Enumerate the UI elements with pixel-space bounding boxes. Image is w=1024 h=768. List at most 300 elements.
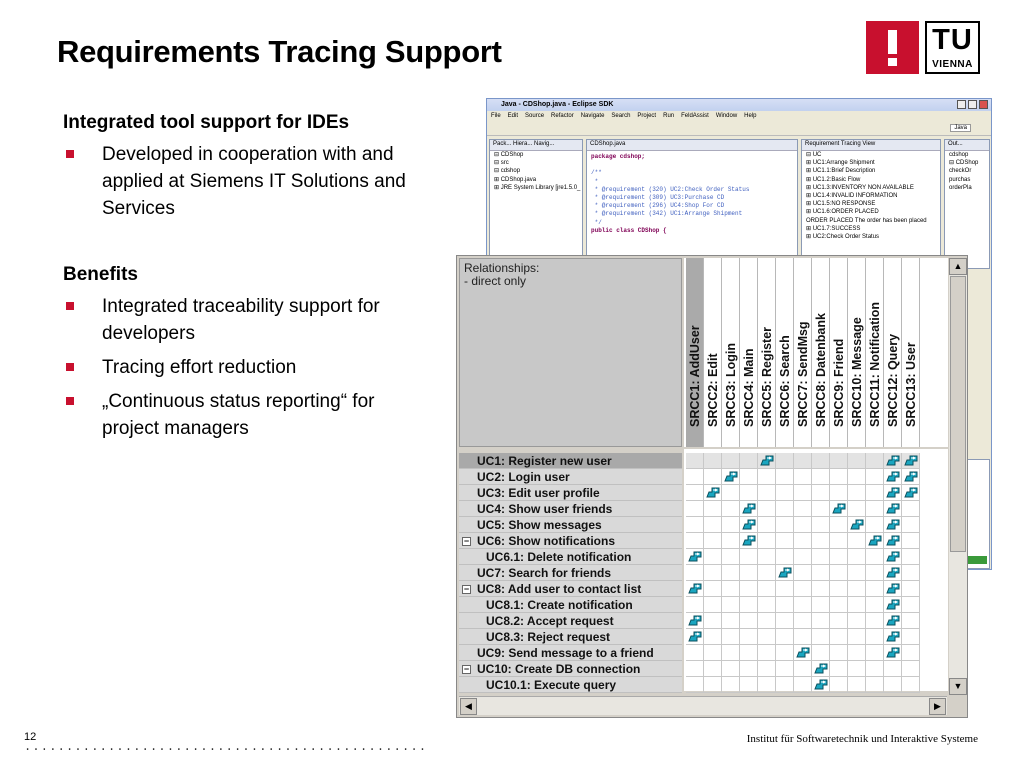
matrix-cell[interactable] [722, 533, 740, 549]
matrix-cell[interactable] [830, 597, 848, 613]
matrix-cell[interactable] [740, 597, 758, 613]
matrix-cell[interactable] [866, 485, 884, 501]
matrix-cell[interactable] [686, 613, 704, 629]
matrix-cell[interactable] [794, 517, 812, 533]
matrix-cell[interactable] [758, 629, 776, 645]
matrix-cell[interactable] [722, 613, 740, 629]
matrix-cell[interactable] [812, 645, 830, 661]
matrix-cell[interactable] [884, 533, 902, 549]
matrix-cell[interactable] [902, 661, 920, 677]
matrix-cell[interactable] [740, 613, 758, 629]
matrix-cell[interactable] [776, 533, 794, 549]
matrix-cell[interactable] [866, 613, 884, 629]
matrix-cell[interactable] [776, 597, 794, 613]
matrix-cell[interactable] [758, 613, 776, 629]
outline-tree-node[interactable]: orderPla [949, 184, 972, 191]
trace-link-icon[interactable] [850, 518, 864, 531]
matrix-cell[interactable] [758, 645, 776, 661]
trace-link-icon[interactable] [886, 582, 900, 595]
matrix-column-header[interactable] [758, 258, 776, 447]
matrix-cell[interactable] [812, 581, 830, 597]
matrix-cell[interactable] [704, 613, 722, 629]
matrix-row-header[interactable] [459, 661, 682, 677]
matrix-cell[interactable] [776, 581, 794, 597]
matrix-cell[interactable] [830, 517, 848, 533]
matrix-cell[interactable] [812, 613, 830, 629]
matrix-row-header[interactable] [459, 629, 682, 645]
matrix-cell[interactable] [830, 661, 848, 677]
matrix-cell[interactable] [848, 517, 866, 533]
matrix-cell[interactable] [794, 677, 812, 693]
matrix-cell[interactable] [740, 677, 758, 693]
matrix-cell[interactable] [866, 469, 884, 485]
matrix-cell[interactable] [830, 613, 848, 629]
matrix-column-header[interactable] [794, 258, 812, 447]
trace-link-icon[interactable] [904, 486, 918, 499]
code-line[interactable]: * @requirement (342) UC1:Arrange Shipment [591, 210, 743, 218]
matrix-cell[interactable] [686, 517, 704, 533]
matrix-cell[interactable] [776, 485, 794, 501]
close-window-button[interactable] [979, 100, 988, 109]
minimize-button[interactable] [957, 100, 966, 109]
matrix-cell[interactable] [848, 469, 866, 485]
matrix-cell[interactable] [686, 597, 704, 613]
matrix-cell[interactable] [848, 661, 866, 677]
matrix-cell[interactable] [848, 597, 866, 613]
trace-link-icon[interactable] [886, 646, 900, 659]
matrix-cell[interactable] [866, 677, 884, 693]
matrix-cell[interactable] [794, 469, 812, 485]
matrix-row-header[interactable] [459, 613, 682, 629]
trace-tree-node[interactable]: ⊟ UC [806, 152, 822, 158]
scroll-left-button[interactable]: ◀ [460, 698, 477, 715]
matrix-column-header[interactable] [902, 258, 920, 447]
matrix-cell[interactable] [884, 581, 902, 597]
outline-tree-node[interactable]: purchas [949, 176, 971, 183]
matrix-cell[interactable] [812, 517, 830, 533]
package-tree-node[interactable]: ⊞ CDShop.java [494, 176, 537, 183]
matrix-cell[interactable] [812, 501, 830, 517]
matrix-cell[interactable] [758, 581, 776, 597]
matrix-cell[interactable] [686, 677, 704, 693]
matrix-cell[interactable] [758, 501, 776, 517]
horizontal-scrollbar[interactable] [459, 696, 947, 715]
matrix-cell[interactable] [812, 453, 830, 469]
matrix-cell[interactable] [740, 501, 758, 517]
matrix-cell[interactable] [812, 565, 830, 581]
trace-link-icon[interactable] [688, 582, 702, 595]
matrix-cell[interactable] [704, 645, 722, 661]
matrix-row-header[interactable] [459, 453, 682, 469]
matrix-cell[interactable] [794, 629, 812, 645]
matrix-cell[interactable] [704, 565, 722, 581]
vertical-scroll-thumb[interactable] [950, 276, 966, 552]
matrix-cell[interactable] [866, 501, 884, 517]
code-line[interactable]: * @requirement (309) UC3:Purchase CD [591, 194, 725, 201]
matrix-cell[interactable] [794, 565, 812, 581]
menu-item-search[interactable]: Search [611, 113, 631, 119]
matrix-cell[interactable] [758, 453, 776, 469]
trace-tree-node[interactable]: ⊞ UC1.6:ORDER PLACED [806, 209, 879, 216]
matrix-cell[interactable] [686, 501, 704, 517]
matrix-cell[interactable] [686, 565, 704, 581]
trace-link-icon[interactable] [886, 566, 900, 579]
matrix-row-header[interactable] [459, 517, 682, 533]
matrix-cell[interactable] [704, 517, 722, 533]
matrix-cell[interactable] [866, 597, 884, 613]
collapse-toggle[interactable]: − [463, 584, 470, 594]
matrix-cell[interactable] [704, 501, 722, 517]
matrix-cell[interactable] [794, 549, 812, 565]
outline-tab[interactable]: Out... [945, 140, 989, 151]
matrix-cell[interactable] [722, 549, 740, 565]
trace-tree-node[interactable]: ⊞ UC1.1:Brief Description [806, 168, 876, 175]
matrix-cell[interactable] [866, 453, 884, 469]
matrix-cell[interactable] [794, 453, 812, 469]
matrix-cell[interactable] [740, 645, 758, 661]
matrix-cell[interactable] [722, 581, 740, 597]
matrix-cell[interactable] [758, 677, 776, 693]
scroll-down-button[interactable]: ▼ [949, 678, 967, 695]
code-line[interactable]: package cdshop; [591, 153, 646, 160]
matrix-cell[interactable] [848, 485, 866, 501]
matrix-cell[interactable] [704, 597, 722, 613]
trace-tree-node[interactable]: ORDER PLACED The order has been placed [806, 217, 927, 224]
menu-item-edit[interactable]: Edit [507, 113, 519, 119]
code-line[interactable]: * [591, 177, 599, 185]
matrix-column-header[interactable] [884, 258, 902, 447]
matrix-cell[interactable] [848, 565, 866, 581]
matrix-cell[interactable] [884, 469, 902, 485]
matrix-cell[interactable] [812, 677, 830, 693]
matrix-cell[interactable] [686, 581, 704, 597]
matrix-cell[interactable] [848, 533, 866, 549]
matrix-cell[interactable] [902, 549, 920, 565]
trace-link-icon[interactable] [904, 470, 918, 483]
vertical-scrollbar[interactable] [949, 258, 967, 694]
matrix-cell[interactable] [722, 565, 740, 581]
package-tree-node[interactable]: ⊟ CDShop [494, 152, 524, 158]
trace-link-icon[interactable] [886, 614, 900, 627]
trace-link-icon[interactable] [742, 502, 756, 515]
matrix-cell[interactable] [794, 533, 812, 549]
matrix-cell[interactable] [794, 661, 812, 677]
matrix-column-header[interactable] [740, 258, 758, 447]
trace-link-icon[interactable] [742, 534, 756, 547]
matrix-cell[interactable] [902, 629, 920, 645]
matrix-cell[interactable] [866, 549, 884, 565]
trace-link-icon[interactable] [796, 646, 810, 659]
matrix-cell[interactable] [704, 549, 722, 565]
matrix-cell[interactable] [884, 613, 902, 629]
matrix-cell[interactable] [776, 517, 794, 533]
matrix-cell[interactable] [902, 485, 920, 501]
matrix-cell[interactable] [830, 549, 848, 565]
outline-tree-node[interactable]: checkOr [949, 168, 972, 175]
matrix-row-header[interactable] [459, 501, 682, 517]
editor-tab[interactable]: CDShop.java [587, 140, 797, 151]
code-line[interactable]: /** [591, 169, 602, 177]
trace-link-icon[interactable] [688, 614, 702, 627]
matrix-cell[interactable] [812, 549, 830, 565]
trace-link-icon[interactable] [886, 502, 900, 515]
matrix-cell[interactable] [884, 677, 902, 693]
trace-tree-node[interactable]: ⊞ UC2:Check Order Status [806, 234, 880, 241]
matrix-cell[interactable] [902, 597, 920, 613]
matrix-cell[interactable] [722, 469, 740, 485]
matrix-cell[interactable] [848, 613, 866, 629]
matrix-cell[interactable] [866, 581, 884, 597]
matrix-cell[interactable] [866, 661, 884, 677]
trace-link-icon[interactable] [904, 454, 918, 467]
matrix-cell[interactable] [866, 565, 884, 581]
matrix-column-header[interactable] [830, 258, 848, 447]
matrix-cell[interactable] [758, 661, 776, 677]
matrix-cell[interactable] [848, 549, 866, 565]
trace-link-icon[interactable] [868, 534, 882, 547]
matrix-cell[interactable] [902, 453, 920, 469]
matrix-cell[interactable] [812, 533, 830, 549]
matrix-cell[interactable] [704, 453, 722, 469]
matrix-cell[interactable] [794, 597, 812, 613]
matrix-cell[interactable] [794, 581, 812, 597]
matrix-cell[interactable] [902, 469, 920, 485]
matrix-cell[interactable] [884, 485, 902, 501]
matrix-cell[interactable] [794, 645, 812, 661]
trace-tree-node[interactable]: ⊞ UC1.7:SUCCESS [806, 225, 861, 232]
matrix-cell[interactable] [758, 533, 776, 549]
trace-link-icon[interactable] [832, 502, 846, 515]
matrix-cell[interactable] [848, 581, 866, 597]
matrix-cell[interactable] [704, 469, 722, 485]
matrix-cell[interactable] [830, 645, 848, 661]
java-perspective-button[interactable]: Java [950, 124, 971, 132]
matrix-cell[interactable] [740, 533, 758, 549]
matrix-cell[interactable] [776, 565, 794, 581]
matrix-cell[interactable] [758, 485, 776, 501]
matrix-row-header[interactable] [459, 485, 682, 501]
menu-item-help[interactable]: Help [744, 113, 757, 119]
matrix-cell[interactable] [902, 581, 920, 597]
matrix-cell[interactable] [740, 565, 758, 581]
package-tree-node[interactable]: ⊞ JRE System Library [jre1.5.0_ [494, 184, 581, 191]
package-explorer-tabs[interactable]: Pack... Hiera... Navig... [490, 140, 582, 151]
collapse-toggle[interactable]: − [463, 536, 470, 546]
matrix-cell[interactable] [848, 629, 866, 645]
matrix-row-header[interactable] [459, 597, 682, 613]
package-tree-node[interactable]: ⊟ src [494, 160, 509, 167]
matrix-cell[interactable] [686, 549, 704, 565]
trace-link-icon[interactable] [688, 550, 702, 563]
trace-link-icon[interactable] [886, 550, 900, 563]
matrix-cell[interactable] [704, 677, 722, 693]
matrix-cell[interactable] [902, 565, 920, 581]
matrix-cell[interactable] [902, 517, 920, 533]
matrix-cell[interactable] [812, 597, 830, 613]
trace-link-icon[interactable] [886, 470, 900, 483]
matrix-column-header[interactable] [848, 258, 866, 447]
matrix-cell[interactable] [758, 549, 776, 565]
trace-link-icon[interactable] [814, 678, 828, 691]
code-line[interactable]: public class CDShop { [591, 226, 667, 234]
matrix-cell[interactable] [794, 485, 812, 501]
matrix-cell[interactable] [884, 645, 902, 661]
matrix-cell[interactable] [758, 469, 776, 485]
matrix-cell[interactable] [686, 661, 704, 677]
matrix-cell[interactable] [848, 645, 866, 661]
trace-link-icon[interactable] [886, 454, 900, 467]
matrix-cell[interactable] [830, 581, 848, 597]
matrix-cell[interactable] [884, 501, 902, 517]
matrix-row-header[interactable] [459, 677, 682, 693]
code-line[interactable]: */ [591, 218, 602, 226]
matrix-cell[interactable] [722, 597, 740, 613]
trace-link-icon[interactable] [886, 534, 900, 547]
matrix-cell[interactable] [830, 485, 848, 501]
matrix-cell[interactable] [758, 597, 776, 613]
matrix-column-header[interactable] [722, 258, 740, 447]
menu-item-feldassist[interactable]: FeldAssist [681, 113, 709, 119]
matrix-cell[interactable] [884, 453, 902, 469]
matrix-cell[interactable] [812, 469, 830, 485]
matrix-cell[interactable] [830, 629, 848, 645]
matrix-cell[interactable] [902, 645, 920, 661]
menu-item-project[interactable]: Project [637, 113, 657, 119]
matrix-column-header[interactable] [704, 258, 722, 447]
matrix-cell[interactable] [686, 629, 704, 645]
matrix-cell[interactable] [884, 629, 902, 645]
matrix-cell[interactable] [776, 629, 794, 645]
matrix-cell[interactable] [758, 517, 776, 533]
matrix-cell[interactable] [776, 469, 794, 485]
matrix-cell[interactable] [776, 677, 794, 693]
matrix-cell[interactable] [794, 613, 812, 629]
matrix-cell[interactable] [722, 677, 740, 693]
trace-tree-node[interactable]: ⊞ UC1:Arrange Shipment [806, 160, 875, 167]
matrix-row-header[interactable] [459, 469, 682, 485]
matrix-cell[interactable] [704, 581, 722, 597]
matrix-cell[interactable] [830, 501, 848, 517]
matrix-cell[interactable] [830, 533, 848, 549]
matrix-cell[interactable] [704, 485, 722, 501]
outline-tree-node[interactable]: cdshop [949, 152, 969, 158]
matrix-cell[interactable] [812, 485, 830, 501]
trace-tree-node[interactable]: ⊞ UC1.3:INVENTORY NON AVAILABLE [806, 184, 914, 191]
matrix-cell[interactable] [686, 469, 704, 485]
matrix-row-header[interactable] [459, 581, 682, 597]
menu-item-source[interactable]: Source [525, 113, 545, 119]
trace-tree-node[interactable]: ⊞ UC1.2:Basic Flow [806, 176, 861, 183]
matrix-cell[interactable] [902, 677, 920, 693]
trace-link-icon[interactable] [886, 518, 900, 531]
matrix-cell[interactable] [776, 613, 794, 629]
trace-link-grid[interactable] [684, 449, 948, 691]
trace-link-icon[interactable] [886, 486, 900, 499]
matrix-cell[interactable] [848, 453, 866, 469]
trace-tree-node[interactable]: ⊞ UC1.4:INVALID INFORMATION [806, 193, 898, 200]
code-line[interactable]: * @requirement (296) UC4:Shop For CD [591, 202, 725, 210]
scroll-right-button[interactable]: ▶ [929, 698, 946, 715]
menu-item-file[interactable]: File [491, 113, 501, 119]
matrix-cell[interactable] [740, 629, 758, 645]
trace-link-icon[interactable] [706, 486, 720, 499]
trace-link-icon[interactable] [724, 470, 738, 483]
matrix-cell[interactable] [704, 661, 722, 677]
matrix-cell[interactable] [686, 453, 704, 469]
matrix-cell[interactable] [794, 501, 812, 517]
collapse-toggle[interactable]: − [463, 664, 470, 674]
matrix-cell[interactable] [722, 517, 740, 533]
matrix-column-header[interactable] [812, 258, 830, 447]
menu-item-navigate[interactable]: Navigate [580, 113, 605, 119]
matrix-cell[interactable] [830, 453, 848, 469]
matrix-cell[interactable] [866, 629, 884, 645]
trace-link-icon[interactable] [688, 630, 702, 643]
code-line[interactable] [587, 161, 797, 169]
matrix-cell[interactable] [740, 661, 758, 677]
trace-link-icon[interactable] [760, 454, 774, 467]
matrix-cell[interactable] [902, 613, 920, 629]
trace-tree-node[interactable]: ⊞ UC1.5:NO RESPONSE [806, 201, 876, 208]
matrix-cell[interactable] [776, 645, 794, 661]
matrix-cell[interactable] [722, 501, 740, 517]
matrix-column-header[interactable] [866, 258, 884, 447]
matrix-cell[interactable] [902, 533, 920, 549]
matrix-cell[interactable] [884, 549, 902, 565]
trace-link-icon[interactable] [742, 518, 756, 531]
matrix-cell[interactable] [740, 517, 758, 533]
matrix-cell[interactable] [884, 661, 902, 677]
trace-link-icon[interactable] [814, 662, 828, 675]
matrix-cell[interactable] [866, 517, 884, 533]
matrix-cell[interactable] [740, 453, 758, 469]
matrix-cell[interactable] [884, 565, 902, 581]
matrix-cell[interactable] [686, 645, 704, 661]
matrix-cell[interactable] [830, 677, 848, 693]
matrix-cell[interactable] [812, 661, 830, 677]
matrix-cell[interactable] [848, 677, 866, 693]
matrix-cell[interactable] [776, 501, 794, 517]
matrix-cell[interactable] [758, 565, 776, 581]
matrix-cell[interactable] [812, 629, 830, 645]
matrix-row-header[interactable] [459, 645, 682, 661]
matrix-cell[interactable] [722, 453, 740, 469]
matrix-cell[interactable] [686, 485, 704, 501]
matrix-cell[interactable] [902, 501, 920, 517]
trace-link-icon[interactable] [778, 566, 792, 579]
matrix-cell[interactable] [740, 469, 758, 485]
matrix-row-header[interactable] [459, 549, 682, 565]
trace-link-icon[interactable] [886, 630, 900, 643]
code-line[interactable]: * @requirement (320) UC2:Check Order Status [591, 185, 750, 193]
matrix-cell[interactable] [884, 597, 902, 613]
matrix-cell[interactable] [740, 549, 758, 565]
matrix-cell[interactable] [740, 581, 758, 597]
matrix-cell[interactable] [722, 485, 740, 501]
matrix-column-header[interactable] [776, 258, 794, 447]
matrix-cell[interactable] [704, 533, 722, 549]
matrix-cell[interactable] [722, 661, 740, 677]
maximize-button[interactable] [968, 100, 977, 109]
matrix-cell[interactable] [776, 549, 794, 565]
matrix-cell[interactable] [722, 645, 740, 661]
matrix-cell[interactable] [776, 453, 794, 469]
menu-item-window[interactable]: Window [715, 113, 738, 119]
matrix-cell[interactable] [830, 565, 848, 581]
matrix-cell[interactable] [866, 533, 884, 549]
scroll-up-button[interactable]: ▲ [949, 258, 967, 275]
matrix-row-header[interactable] [459, 533, 682, 549]
